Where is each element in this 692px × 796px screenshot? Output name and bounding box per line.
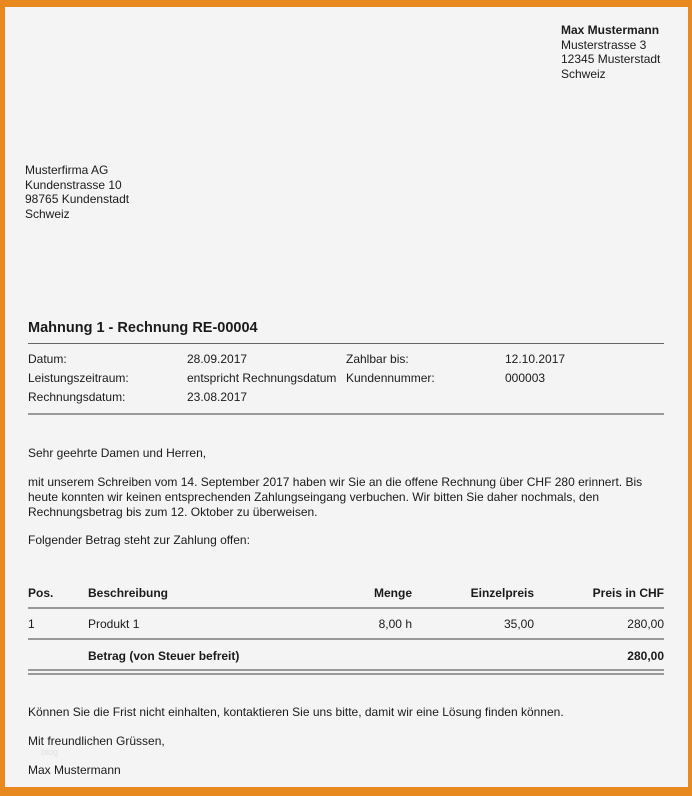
regards: Mit freundlichen Grüssen, [28, 734, 165, 748]
document-title: Mahnung 1 - Rechnung RE-00004 [28, 320, 258, 336]
sender-street: Musterstrasse 3 [561, 37, 647, 52]
cell-beschreibung: Produkt 1 [88, 617, 140, 631]
cell-einzelpreis: 35,00 [503, 617, 534, 631]
greeting: Sehr geehrte Damen und Herren, [28, 446, 207, 460]
table-header-divider [28, 607, 664, 609]
recipient-address [25, 163, 129, 221]
total-label: Betrag (von Steuer befreit) [88, 649, 240, 663]
th-einzelpreis: Einzelpreis [470, 586, 534, 600]
recipient-company: Musterfirma AG [25, 163, 109, 177]
value-leistung: entspricht Rechnungsdatum [187, 371, 337, 385]
label-rdatum: Rechnungsdatum: [28, 390, 126, 404]
cell-preis: 280,00 [627, 617, 664, 631]
total-value: 280,00 [627, 649, 664, 663]
paragraph-line: heute konnten wir keinen entsprechenden Zahlungseingang verbuchen. Wir bitten Sie daher nochmals, den [28, 490, 600, 504]
label-zahlbar: Zahlbar bis: [346, 352, 409, 366]
recipient-street: Kundenstrasse 10 [25, 177, 122, 192]
total-double-rule-top [28, 669, 664, 671]
value-rdatum: 23.08.2017 [187, 390, 248, 404]
sender-city: 12345 Musterstadt [561, 52, 661, 66]
label-leistung: Leistungszeitraum: [28, 371, 129, 385]
recipient-country: Schweiz [25, 206, 70, 221]
info-divider [28, 413, 664, 415]
th-pos: Pos. [28, 586, 54, 600]
sender-country: Schweiz [561, 66, 606, 81]
paragraph-line: mit unserem Schreiben vom 14. September 2017 haben wir Sie an die offene Rechnung über CHF 280 erinnert. Bis [28, 475, 643, 489]
label-kunden: Kundennummer: [346, 371, 435, 385]
th-menge: Menge [373, 586, 412, 600]
sender-address [561, 23, 660, 81]
value-zahlbar: 12.10.2017 [505, 352, 566, 366]
table-row-divider [28, 638, 664, 640]
recipient-city: 98765 Kundenstadt [25, 192, 130, 206]
title-divider [28, 343, 664, 344]
label-datum: Datum: [28, 352, 67, 366]
cell-pos: 1 [28, 617, 35, 631]
value-datum: 28.09.2017 [187, 352, 248, 366]
th-beschreibung: Beschreibung [88, 586, 169, 600]
closing-paragraph: Können Sie die Frist nicht einhalten, kontaktieren Sie uns bitte, damit wir eine Lösung finden können. [28, 705, 564, 719]
paragraph-reminder [28, 475, 642, 520]
letter-page [5, 7, 688, 787]
sender-name: Max Mustermann [561, 23, 660, 37]
signature-name: Max Mustermann [28, 763, 121, 777]
th-preis: Preis in CHF [592, 586, 664, 600]
paragraph-open-amount: Folgender Betrag steht zur Zahlung offen: [28, 533, 250, 547]
watermark: blog [41, 747, 59, 757]
total-double-rule-bottom [28, 673, 664, 675]
cell-menge: 8,00 h [378, 617, 412, 631]
value-kunden: 000003 [505, 371, 546, 385]
paragraph-line: Rechnungsbetrag bis zum 12. Oktober zu überweisen. [28, 505, 318, 519]
